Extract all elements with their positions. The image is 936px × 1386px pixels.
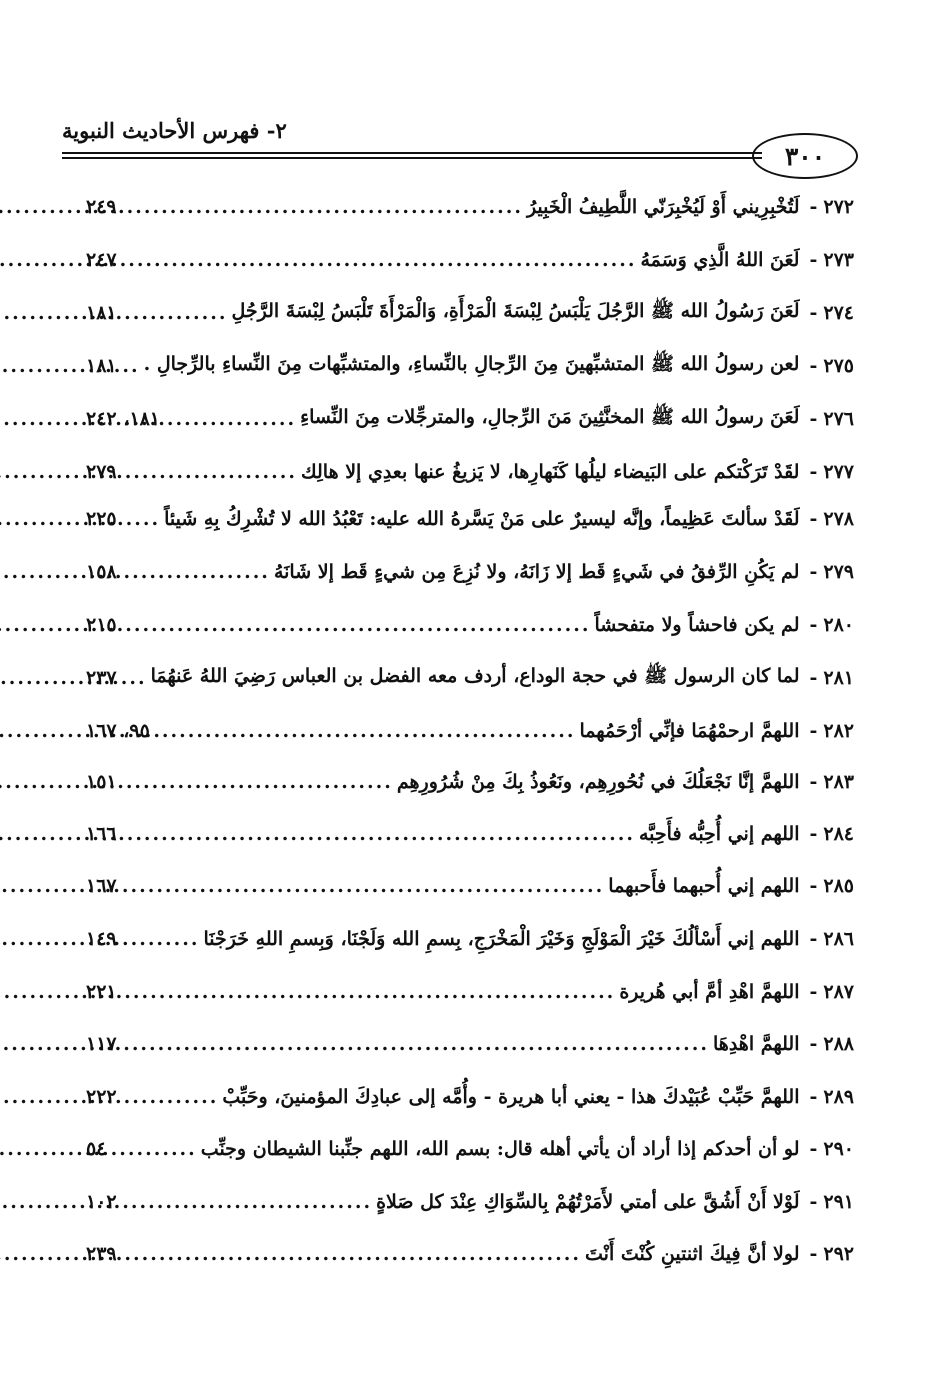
index-entry: ٢٨٨ - اللهمَّ اهْدِهَا ..... ١١٧ [86, 1024, 854, 1064]
entry-pages: ٥٤ [86, 1138, 107, 1160]
entry-pages: ٢٢١ [86, 981, 117, 1003]
entry-text: لَوْلا أَنْ أَشُقَّ على أمتي لأَمَرْتُهُمْ بِالسِّوَاكِ عِنْدَ كل صَلاةٍ [376, 1191, 800, 1213]
dot-leader [121, 355, 140, 377]
entry-pages: ٢٣٧ [86, 667, 117, 689]
index-entry: ٢٨٤ - اللهم إني أُحِبُّه فأَحِبَّه ..... ١٦٦ [86, 814, 854, 854]
dot-leader [121, 667, 147, 689]
index-entry: ٢٨٣ - اللهمَّ إنَّا نَجْعَلُكَ في نُحُورِهِم، ونَعُوذُ بِكَ مِنْ شُرُورِهِم ..... ١٥١ [86, 762, 854, 802]
index-entry: ٢٧٥ - لعن رسولُ الله ﷺ المتشبِّهينَ مِنَ الرِّجالِ بالنِّساءِ، والمتشبِّهات مِنَ النِّساءِ بالرِّجالِ . ..... ١٨١ [86, 346, 854, 386]
index-entry: ٢٨٥ - اللهم إني أُحبهما فأَحبهما ..... ١٦٧ [86, 866, 854, 906]
index-entry: ٢٨٠ - لم يكن فاحشاً ولا متفحشاً ..... ٢١٥ [86, 605, 854, 645]
entry-text: لو أن أحدكم إذا أراد أن يأتي أهله قال: بسم الله، اللهم جنِّبنا الشيطان وجنِّب [200, 1138, 800, 1160]
entry-pages: ١٦٧ [86, 875, 117, 897]
dot-leader [121, 928, 200, 950]
entry-pages: ٢٢٢ [86, 1086, 117, 1108]
dot-leader [121, 981, 616, 1003]
dot-leader [121, 1033, 709, 1055]
entry-number: ٢٨٩ [823, 1086, 854, 1108]
entry-text: لَقَدْ سألتَ عَظِيماً، وإنَّه ليسيرٌ على مَنْ يَسَّرهُ الله عليه: تَعْبُدُ الله لا تُشْرِكُ بِهِ شَيئاً [164, 508, 800, 530]
index-entry: ٢٧٤ - لَعَنَ رَسُولُ الله ﷺ الرَّجُلَ يَلْبَسُ لِبْسَةَ الْمَرْأَةِ، وَالْمَرْأَةَ تَلْبَسُ لِبْسَةَ الرَّجُلِ ..... ١٨١ [86, 293, 854, 333]
page-number-badge [752, 133, 858, 179]
entry-pages: ١٤٩ [86, 928, 117, 950]
dot-leader [121, 249, 637, 271]
dot-leader [121, 875, 605, 897]
dot-leader [121, 823, 635, 845]
index-entry: ٢٧٣ - لَعَنَ اللهُ الَّذِي وَسَمَهُ ..... ٢٤٧ [86, 240, 854, 280]
dot-leader [121, 614, 591, 636]
index-entry: ٢٨٩ - اللهمَّ حَبِّبْ عُبَيْدكَ هذا - يعني أبا هريرة - وأُمَّه إلى عبادِكَ المؤمنينَ، وحَبِّبْ ..... ٢٢٢ [86, 1077, 854, 1117]
entry-text: لولا أنَّ فِيكَ اثنتينِ كُنْتَ أَنْتَ [585, 1243, 800, 1265]
index-entry: ٢٧٦ - لَعَنَ رسولُ الله ﷺ المخنَّثِينَ مَنَ الرِّجالِ، والمترجِّلات مِنَ النِّساءِ ..... ١٨١، ٢٤٢ [86, 399, 854, 439]
dot-leader [110, 1138, 196, 1160]
entry-pages: ١٨١، ٢٤٢ [86, 408, 160, 430]
entry-number: ٢٧٤ [823, 302, 854, 324]
entry-text: اللهمَّ اهْدِ أمَّ أبي هُريرة [619, 981, 800, 1003]
entry-number: ٢٨٠ [823, 614, 854, 636]
entry-number: ٢٧٢ [823, 196, 854, 218]
index-entry: ٢٩٢ - لولا أنَّ فِيكَ اثنتينِ كُنْتَ أَنْتَ ..... ٢٣٩ [86, 1234, 854, 1274]
index-entry: ٢٨٦ - اللهم إني أَسْألُكَ خَيْرَ الْمَوْلَجِ وَخَيْرَ الْمَخْرَجِ، بِسمِ الله وَلَجْنَا، وَبِسمِ اللهِ خَرَجْنَا ..... ١٤٩ [86, 919, 854, 959]
dot-leader [121, 1086, 219, 1108]
entry-pages: ٢٤٧ [86, 249, 117, 271]
dot-leader [121, 461, 297, 483]
index-entry: ٢٨١ - لما كان الرسول ﷺ في حجة الوداع، أردف معه الفضل بن العباس رَضِيَ اللهُ عَنهُمَا ..... ٢٣٧ [86, 658, 854, 698]
index-entry: ٢٨٢ - اللهمَّ ارحمْهُمَا فإنِّي أرْحَمُهما ..... ٩٥، ١٦٧ [86, 711, 854, 751]
entry-pages: ٢١٥ [86, 614, 117, 636]
entry-pages: ٢٣٩ [86, 1243, 117, 1265]
page-number: ٣٠٠ [784, 141, 826, 171]
entry-number: ٢٨٤ [823, 823, 854, 845]
dot-leader [121, 771, 393, 793]
entry-text: لما كان الرسول ﷺ في حجة الوداع، أردف معه الفضل بن العباس رَضِيَ اللهُ عَنهُمَا [150, 665, 800, 687]
entry-number: ٢٨٥ [823, 875, 854, 897]
index-entry: ٢٩١ - لَوْلا أَنْ أَشُقَّ على أمتي لأَمَرْتُهُمْ بِالسِّوَاكِ عِنْدَ كل صَلاةٍ ..... ١٠٢ [86, 1182, 854, 1222]
entry-text: لَعَنَ رَسُولُ الله ﷺ الرَّجُلَ يَلْبَسُ لِبْسَةَ الْمَرْأَةِ، وَالْمَرْأَةَ تَلْبَسُ لِبْسَةَ الرَّجُلِ [231, 300, 800, 322]
entry-text: اللهم إني أَسْألُكَ خَيْرَ الْمَوْلَجِ وَخَيْرَ الْمَخْرَجِ، بِسمِ الله وَلَجْنَا، وَبِسمِ اللهِ خَرَجْنَا [203, 928, 800, 950]
entry-number: ٢٩١ [823, 1191, 854, 1213]
entry-text: لَعَنَ اللهُ الَّذِي وَسَمَهُ [640, 249, 800, 271]
entry-pages: ١٥١ [86, 771, 117, 793]
entry-number: ٢٧٨ [823, 508, 854, 530]
entry-text: اللهم إني أُحبهما فأَحبهما [608, 875, 800, 897]
entry-text: لعن رسولُ الله ﷺ المتشبِّهينَ مِنَ الرِّجالِ بالنِّساءِ، والمتشبِّهات مِنَ النِّساءِ بالرِّجالِ . [143, 353, 800, 375]
index-entry: ٢٧٨ - لَقَدْ سألتَ عَظِيماً، وإنَّه ليسيرٌ على مَنْ يَسَّرهُ الله عليه: تَعْبُدُ الله لا تُشْرِكُ بِهِ شَيئاً ..... ٢٢٥ [86, 499, 854, 539]
entry-text: اللهم إني أُحِبُّه فأَحِبَّه [638, 823, 800, 845]
entry-text: لم يَكُنِ الرِّفقُ في شَيءٍ قَط إلا زَانَهُ، ولا نُزِعَ مِن شيءٍ قَط إلا شَانَهُ [273, 561, 800, 583]
entry-number: ٢٨٦ [823, 928, 854, 950]
index-entry: ٢٩٠ - لو أن أحدكم إذا أراد أن يأتي أهله قال: بسم الله، اللهم جنِّبنا الشيطان وجنِّب ..... ٥٤ [86, 1129, 854, 1169]
dot-leader [154, 720, 576, 742]
dot-leader [121, 196, 523, 218]
entry-pages: ١٦٦ [86, 823, 117, 845]
dot-leader [121, 508, 160, 530]
entry-text: لم يكن فاحشاً ولا متفحشاً [594, 614, 800, 636]
entry-number: ٢٩٢ [823, 1243, 854, 1265]
dot-leader [121, 561, 270, 583]
entry-number: ٢٨٧ [823, 981, 854, 1003]
entry-pages: ١٨١ [86, 355, 117, 377]
entry-number: ٢٩٠ [823, 1138, 854, 1160]
entry-number: ٢٨٣ [823, 771, 854, 793]
entry-pages: ١٥٨ [86, 561, 117, 583]
entry-text: اللهمَّ اهْدِهَا [713, 1033, 800, 1055]
entry-pages: ١١٧ [86, 1033, 117, 1055]
header-double-rule [62, 152, 762, 159]
entry-text: لقَدْ تَرَكْتكم على البَيضاء ليلُها كَنَهارِها، لا يَزيغُ عنها بعدِي إلا هالِك [301, 461, 800, 483]
entry-number: ٢٨١ [823, 667, 854, 689]
entry-number: ٢٧٥ [823, 355, 854, 377]
index-entry: ٢٨٧ - اللهمَّ اهْدِ أمَّ أبي هُريرة ..... ٢٢١ [86, 972, 854, 1012]
dot-leader [164, 408, 296, 430]
entry-pages: ٢٧٩ [86, 461, 117, 483]
entry-pages: ٢٤٩ [86, 196, 117, 218]
entry-pages: ١٠٢ [86, 1191, 117, 1213]
running-header-title: ٢- فهرس الأحاديث النبوية [62, 118, 287, 143]
entry-pages: ٢٢٥ [86, 508, 117, 530]
entry-number: ٢٨٢ [823, 720, 854, 742]
entry-number: ٢٧٧ [823, 461, 854, 483]
dot-leader [121, 302, 228, 324]
entry-number: ٢٨٨ [823, 1033, 854, 1055]
entry-pages: ٩٥، ١٦٧ [86, 720, 150, 742]
dot-leader [121, 1243, 581, 1265]
entry-text: اللهمَّ إنَّا نَجْعَلُكَ في نُحُورِهِم، ونَعُوذُ بِكَ مِنْ شُرُورِهِم [396, 771, 800, 793]
index-entry: ٢٧٩ - لم يَكُنِ الرِّفقُ في شَيءٍ قَط إلا زَانَهُ، ولا نُزِعَ مِن شيءٍ قَط إلا شَانَهُ ..... ١٥٨ [86, 552, 854, 592]
index-entry: ٢٧٧ - لقَدْ تَرَكْتكم على البَيضاء ليلُها كَنَهارِها، لا يَزيغُ عنها بعدِي إلا هالِك ..... ٢٧٩ [86, 452, 854, 492]
entry-number: ٢٧٩ [823, 561, 854, 583]
entry-text: لَتُخْبِرِيني أَوْ لَيُخْبِرَنّي اللَّطِيفُ الْخَبِيرُ [526, 196, 800, 218]
entry-text: اللهمَّ حَبِّبْ عُبَيْدكَ هذا - يعني أبا هريرة - وأُمَّه إلى عبادِكَ المؤمنينَ، وحَبِّبْ [222, 1086, 800, 1108]
entry-number: ٢٧٣ [823, 249, 854, 271]
dot-leader [121, 1191, 372, 1213]
index-entry: ٢٧٢ - لَتُخْبِرِيني أَوْ لَيُخْبِرَنّي اللَّطِيفُ الْخَبِيرُ ..... ٢٤٩ [86, 187, 854, 227]
entry-pages: ١٨١ [86, 302, 117, 324]
entry-text: اللهمَّ ارحمْهُمَا فإنِّي أرْحَمُهما [579, 720, 800, 742]
entry-number: ٢٧٦ [823, 408, 854, 430]
entry-text: لَعَنَ رسولُ الله ﷺ المخنَّثِينَ مَنَ الرِّجالِ، والمترجِّلات مِنَ النِّساءِ [300, 406, 800, 428]
